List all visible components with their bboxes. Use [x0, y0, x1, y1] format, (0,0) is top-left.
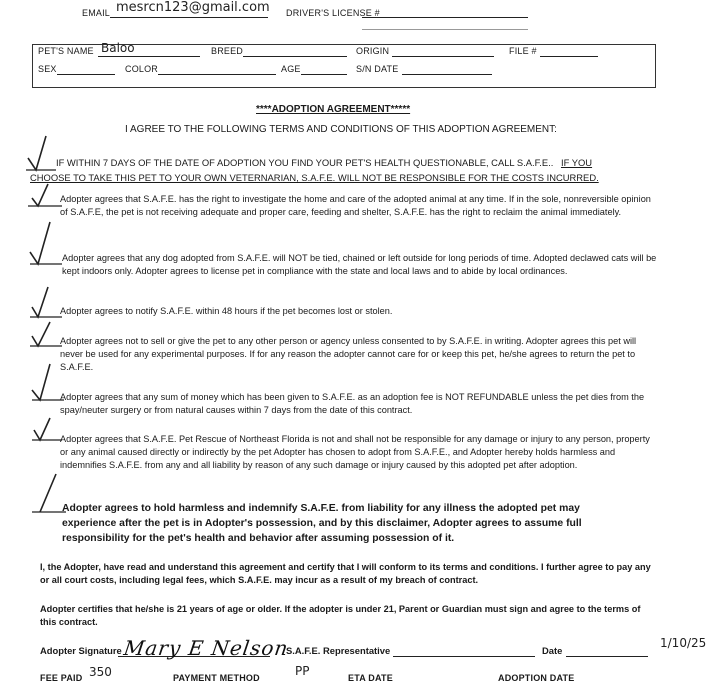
drivers-license-label: DRIVER'S LICENSE #: [286, 8, 380, 18]
age-label: AGE: [281, 64, 301, 74]
clause-1: Adopter agrees that S.A.F.E. has the right to investigate the home and care of the adopted animal at any time. If in the sole, nonreversible opinion of S.A.F.E, the pet is not receiving adequate and proper care, feeding and shelter, S.A.F.E. has the right to reclaim the animal immediately.: [60, 194, 651, 218]
breed-label: BREED: [211, 46, 244, 56]
email-value: mesrcn123@gmail.com: [116, 0, 270, 15]
checkmark-icon: [22, 130, 72, 180]
adopter-signature: Mary E Nelson: [122, 636, 291, 660]
intro-line-1: [56, 157, 592, 168]
clause-2: Adopter agrees that any dog adopted from S.A.F.E. will NOT be tied, chained or left outside for long periods of time. Adopted declawed cats will be kept indoors only. Adopter agrees to license pet in compliance with the state and local laws and to abide by local ordinances.: [62, 253, 657, 277]
adoption-date-label: ADOPTION DATE: [498, 673, 575, 683]
color-label: COLOR: [125, 64, 159, 74]
clause-5: Adopter agrees that any sum of money which has been given to S.A.F.E. as an adoption fee is NOT REFUNDABLE unless the pet dies from the spay/neuter surgery or from natural causes within 7 days from the date of this contract.: [60, 392, 645, 416]
date-label: Date: [542, 645, 563, 656]
fee-paid-label: FEE PAID: [40, 673, 83, 683]
origin-label: ORIGIN: [356, 46, 390, 56]
agreement-subtitle: I AGREE TO THE FOLLOWING TERMS AND CONDITIONS OF THIS ADOPTION AGREEMENT:: [125, 124, 557, 135]
payment-method-label: PAYMENT METHOD: [173, 673, 260, 683]
checkmark-icon: [22, 180, 72, 212]
email-label: EMAIL: [82, 8, 111, 18]
date-value: 1/10/25: [660, 636, 707, 650]
sex-label: SEX: [38, 64, 57, 74]
fee-paid-value: 350: [89, 665, 112, 679]
checkmark-icon: [22, 318, 72, 350]
adopter-signature-label: Adopter Signature: [40, 645, 122, 656]
clause-3: Adopter agrees to notify S.A.F.E. within 48 hours if the pet becomes lost or stolen.: [60, 306, 393, 316]
certify-paragraph: I, the Adopter, have read and understand this agreement and certify that I will conform to its terms and conditions. I further agree to pay any or all court costs, including legal fees, which S.A.F.E. may incur as a result of my breach of contract.: [40, 562, 651, 586]
clause-7: Adopter agrees to hold harmless and indemnify S.A.F.E. from liability for any illness the adopted pet may experience after the pet is in Adopter's possession, and by this disclaimer, Adopter agrees to assume full responsibility for the pet's health and behavior after assuming possession of it.: [62, 503, 582, 544]
checkmark-icon: [26, 470, 76, 518]
checkmark-icon: [28, 416, 78, 446]
pet-name-label: PET'S NAME: [38, 46, 94, 56]
clause-6: Adopter agrees that S.A.F.E. Pet Rescue of Northeast Florida is not and shall not be responsible for any damage or injury to any person, property or any animal caused directly or indirectly by the pet Adopter has chosen to adopt from S.A.F.E., and Adopter hereby holds harmless and indemnifies S.A.F.E. from any and all liability by reason of any such damage or injury caused by this adopted pet after adoption.: [60, 434, 650, 471]
file-label: FILE #: [509, 46, 537, 56]
safe-representative-label: S.A.F.E. Representative: [286, 645, 391, 656]
clause-4: Adopter agrees not to sell or give the pet to any other person or agency unless consented to by S.A.F.E. in writing. Adopter agrees this pet will never be used for any experimental purposes. If for any reason the adopter cannot care for or keep this pet, he/she agrees to return the pet to S.A.F.E.: [60, 336, 637, 373]
checkmark-icon: [22, 218, 72, 268]
payment-method-value: PP: [295, 664, 310, 678]
eta-date-label: ETA DATE: [348, 673, 393, 683]
age-certification: Adopter certifies that he/she is 21 years of age or older. If the adopter is under 21, Parent or Guardian must sign and agree to the terms of this contract.: [40, 604, 641, 628]
checkmark-icon: [22, 360, 72, 406]
pet-name-value: Baloo: [101, 41, 135, 55]
checkmark-icon: [22, 285, 72, 321]
intro-line-1-text: IF WITHIN 7 DAYS OF THE DATE OF ADOPTION YOU FIND YOUR PET'S HEALTH QUESTIONABLE, CALL S.A.F.E..: [56, 157, 554, 168]
sn-date-label: S/N DATE: [356, 64, 399, 74]
intro-line-2: CHOOSE TO TAKE THIS PET TO YOUR OWN VETERNARIAN, S.A.F.E. WILL NOT BE RESPONSIBLE FOR THE COSTS INCURRED.: [30, 172, 599, 183]
agreement-title: ****ADOPTION AGREEMENT*****: [256, 104, 411, 115]
intro-line-1-underlined: IF YOU: [560, 157, 593, 168]
